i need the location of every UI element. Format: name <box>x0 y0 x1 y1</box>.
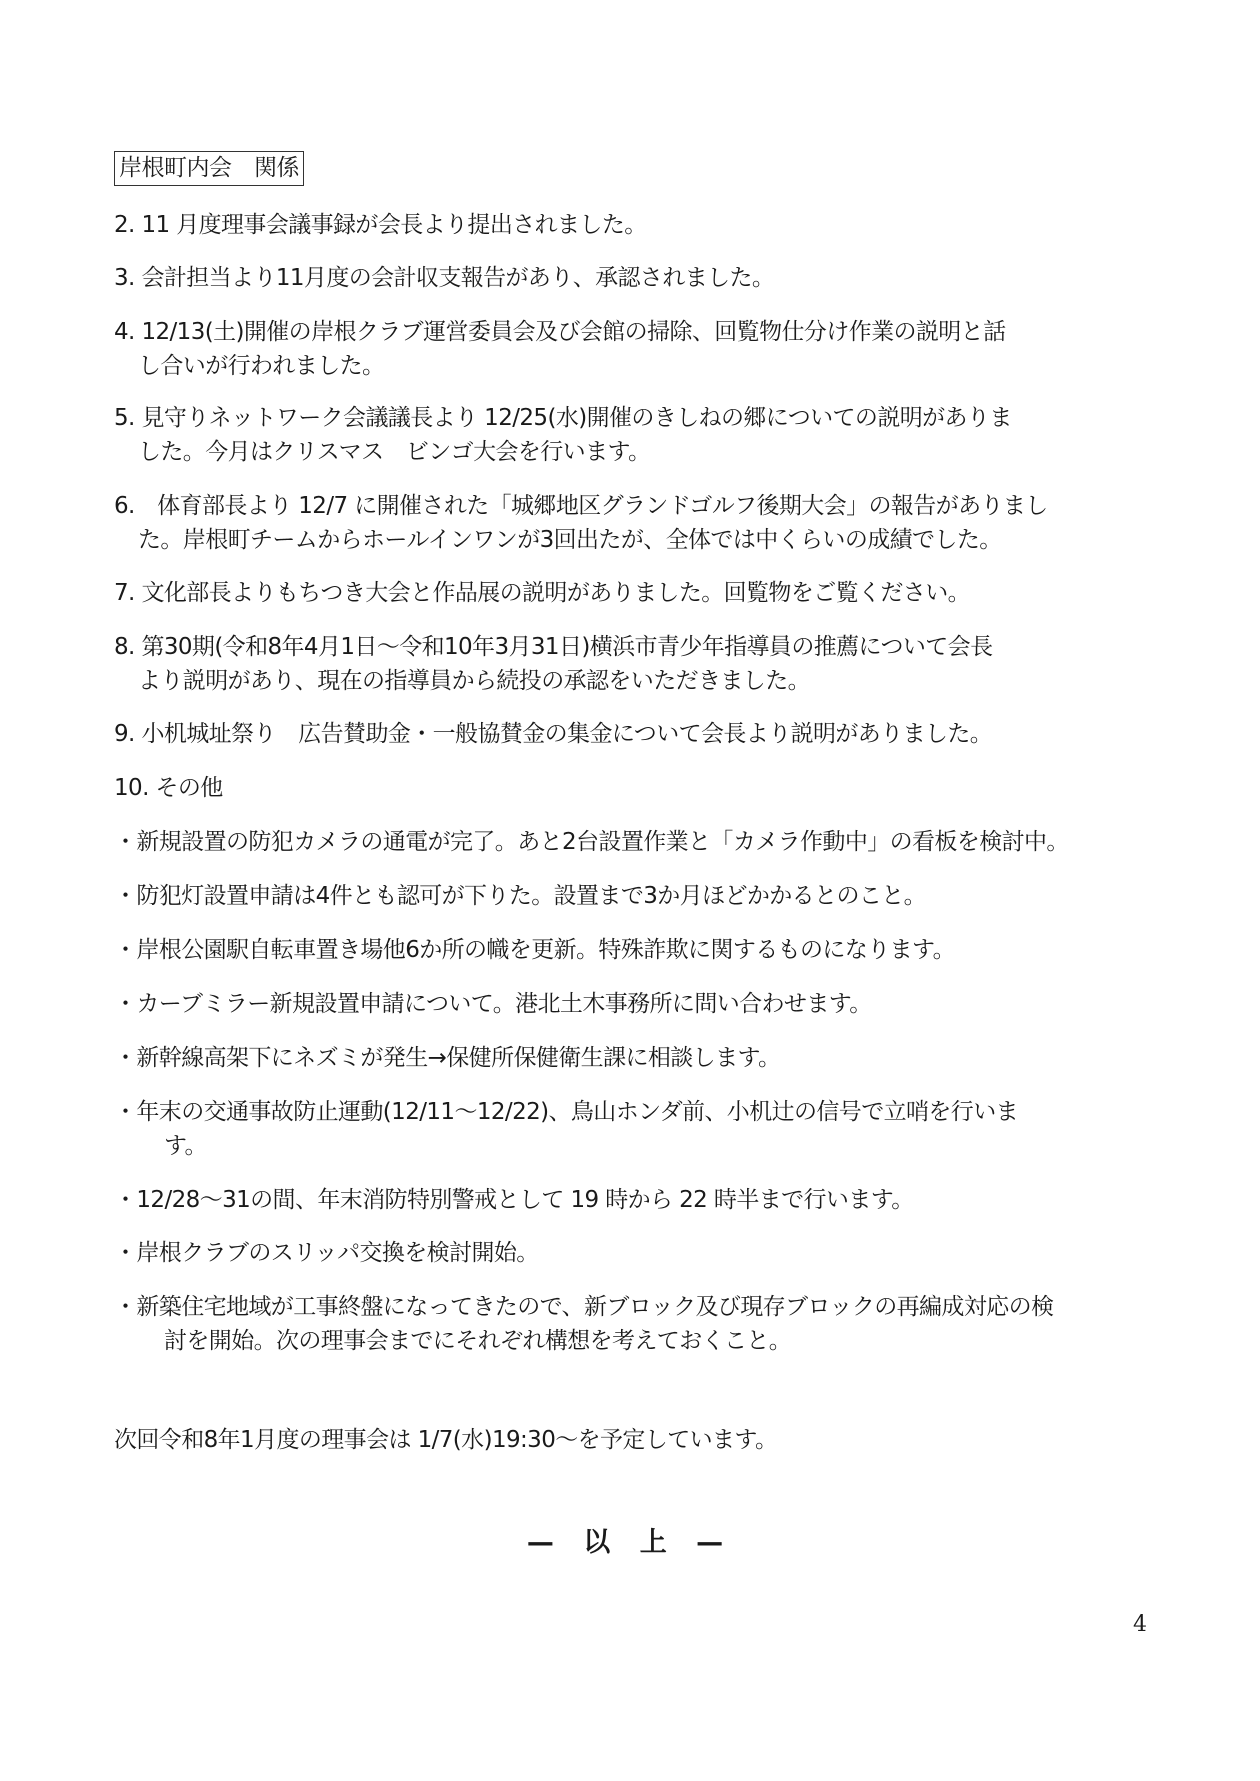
bullet-item: ・新築住宅地域が工事終盤になってきたので、新ブロック及び現存ブロックの再編成対応の検 <box>114 1294 1054 1320</box>
item-3: 3. 会計担当より11月度の会計収支報告があり、承認されました。 <box>114 265 775 291</box>
section-heading: 岸根町内会 関係 <box>114 151 304 186</box>
item-7: 7. 文化部長よりもちつき大会と作品展の説明がありました。回覧物をご覧ください。 <box>114 580 971 606</box>
item-6: 6. 体育部長より 12/7 に開催された「城郷地区グランドゴルフ後期大会」の報告がありまし <box>114 493 1048 519</box>
bullet-item: ・防犯灯設置申請は4件とも認可が下りた。設置まで3か月ほどかかるとのこと。 <box>114 883 927 909</box>
bullet-item: ・カーブミラー新規設置申請について。港北土木事務所に問い合わせます。 <box>114 991 872 1017</box>
item-5-cont: した。今月はクリスマス ビンゴ大会を行います。 <box>138 439 651 465</box>
page-number: 4 <box>1133 1612 1147 1637</box>
item-2: 2. 11 月度理事会議事録が会長より提出されました。 <box>114 212 647 238</box>
bullet-item-cont: 討を開始。次の理事会までにそれぞれ構想を考えておくこと。 <box>164 1328 792 1354</box>
bullet-item: ・12/28～31の間、年末消防特別警戒として 19 時から 22 時半まで行います。 <box>114 1187 914 1213</box>
bullet-item-cont: す。 <box>164 1133 207 1159</box>
item-8: 8. 第30期(令和8年4月1日～令和10年3月31日)横浜市青少年指導員の推薦について会長 <box>114 634 993 660</box>
closing-mark: — 以 上 — <box>526 1527 734 1558</box>
bullet-item: ・新規設置の防犯カメラの通電が完了。あと2台設置作業と「カメラ作動中」の看板を検討中。 <box>114 829 1069 855</box>
next-meeting-notice: 次回令和8年1月度の理事会は 1/7(水)19:30～を予定しています。 <box>114 1427 778 1453</box>
item-9: 9. 小机城址祭り 広告賛助金・一般協賛金の集金について会長より説明がありました。 <box>114 721 993 747</box>
item-4-cont: し合いが行われました。 <box>138 353 385 379</box>
item-5: 5. 見守りネットワーク会議議長より 12/25(水)開催のきしねの郷についての説明がありま <box>114 405 1012 431</box>
bullet-item: ・新幹線高架下にネズミが発生→保健所保健衛生課に相談します。 <box>114 1045 781 1071</box>
bullet-item: ・岸根公園駅自転車置き場他6か所の幟を更新。特殊詐欺に関するものになります。 <box>114 937 955 963</box>
item-4: 4. 12/13(土)開催の岸根クラブ運営委員会及び会館の掃除、回覧物仕分け作業の説明と話 <box>114 319 1006 345</box>
item-6-cont: た。岸根町チームからホールインワンが3回出たが、全体では中くらいの成績でした。 <box>138 527 1002 553</box>
item-8-cont: より説明があり、現在の指導員から続投の承認をいただきました。 <box>138 668 811 694</box>
item-10: 10. その他 <box>114 775 223 801</box>
bullet-item: ・年末の交通事故防止運動(12/11～12/22)、鳥山ホンダ前、小机辻の信号で立哨を行いま <box>114 1099 1018 1125</box>
bullet-item: ・岸根クラブのスリッパ交換を検討開始。 <box>114 1240 539 1266</box>
